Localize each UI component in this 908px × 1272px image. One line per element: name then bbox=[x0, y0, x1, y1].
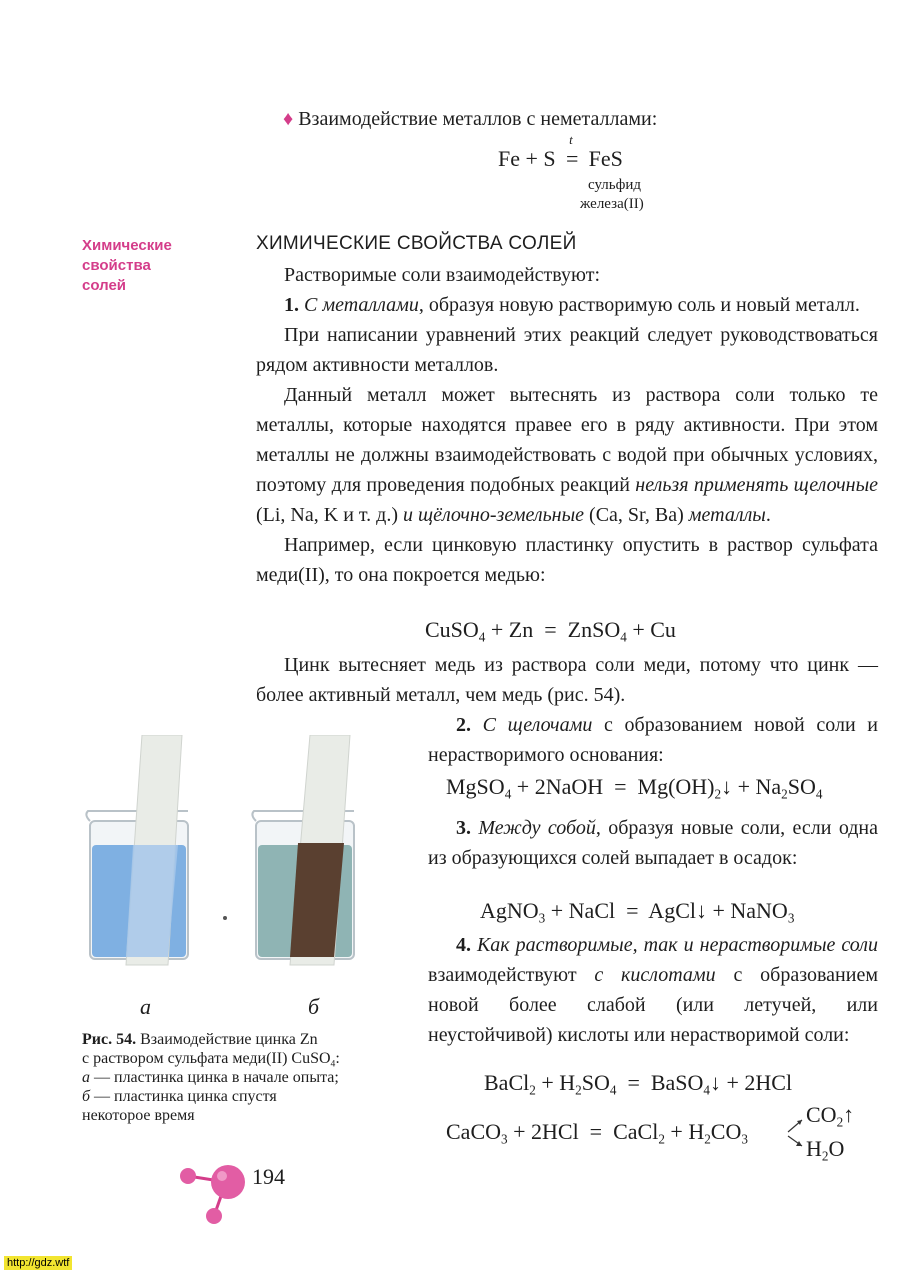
intro-heading bbox=[283, 104, 657, 134]
eq-sub: 2 bbox=[658, 1131, 665, 1147]
item-number: 2. bbox=[456, 714, 471, 736]
eq-part: + H bbox=[664, 1119, 705, 1144]
paragraph-detail bbox=[256, 380, 878, 530]
beaker-a bbox=[86, 735, 188, 965]
eq-part: + H bbox=[535, 1070, 576, 1095]
item-3 bbox=[428, 813, 878, 873]
item-lead: Между собой bbox=[478, 817, 596, 839]
paragraph-zinc: Цинк вытесняет медь из раствора соли меди, потому что цинк — более активный металл, чем медь (рис. 54). bbox=[256, 654, 878, 706]
caption-line bbox=[82, 1087, 340, 1106]
eq-sub: 3 bbox=[741, 1131, 748, 1147]
item-1 bbox=[256, 290, 878, 320]
caption-line bbox=[82, 1068, 340, 1087]
eq-part: O bbox=[828, 1136, 845, 1161]
eq-part: CO bbox=[806, 1102, 837, 1127]
figure-label-b: б bbox=[308, 994, 320, 1019]
eq-part: AgNO bbox=[480, 898, 539, 923]
item-lead: Как растворимые, так и нерастворимые соли bbox=[477, 934, 878, 956]
item-text: с образованием новой соли и нерастворимого основания: bbox=[428, 714, 879, 766]
eq-sub: 3 bbox=[501, 1131, 508, 1147]
bullet-icon: ♦ bbox=[283, 108, 294, 130]
caption-text: : bbox=[335, 1050, 340, 1067]
caption-line bbox=[82, 1049, 340, 1068]
item-text: , образуя новые соли, если одна из образующихся солей выпадает в осадок: bbox=[428, 817, 879, 869]
caption-text: б bbox=[82, 1088, 91, 1105]
item-number: 1. bbox=[284, 294, 299, 316]
eq-part: + 2HCl = CaCl bbox=[507, 1119, 659, 1144]
equals-heat: = t bbox=[565, 132, 579, 171]
eq-part: + 2NaOH = Mg(OH) bbox=[511, 774, 715, 799]
beaker-b bbox=[252, 735, 354, 965]
italic-span: металлы bbox=[688, 504, 766, 526]
main-column bbox=[256, 260, 878, 590]
eq-sub: 2 bbox=[781, 786, 788, 802]
margin-note-line: свойства bbox=[82, 257, 151, 274]
watermark-link[interactable]: http://gdz.wtf bbox=[4, 1256, 72, 1270]
caption-line bbox=[82, 1030, 340, 1049]
eq-sub: 4 bbox=[609, 1082, 617, 1098]
italic-span: нельзя применять щелочные bbox=[635, 474, 878, 496]
italic-span: и щёлочно-земельные bbox=[402, 504, 585, 526]
eq-part: ↓ + Na bbox=[721, 774, 782, 799]
eq-sub: 4 bbox=[478, 629, 486, 645]
caption-text: с раствором сульфата меди(II) CuSO bbox=[82, 1050, 331, 1067]
paragraph: При написании уравнений этих реакций следует руководствоваться рядом активности металлов. bbox=[256, 324, 878, 376]
eq-sub: 2 bbox=[714, 786, 722, 802]
eq-part: ↓ + 2HCl bbox=[710, 1070, 793, 1095]
item-2 bbox=[428, 710, 878, 770]
margin-note-line: Химические bbox=[82, 237, 172, 254]
eq-part: SO bbox=[787, 774, 816, 799]
eq-sub: 3 bbox=[538, 910, 546, 926]
page-number: 194 bbox=[252, 1164, 285, 1189]
eq-part: CaCO bbox=[446, 1119, 501, 1144]
product-h2o bbox=[806, 1136, 844, 1162]
text-span: (Li, Na, K и т. д.) bbox=[256, 504, 403, 526]
eq-sub: 2 bbox=[821, 1148, 829, 1164]
eq-part: + Zn = ZnSO bbox=[485, 617, 621, 642]
paragraph: Растворимые соли взаимодействуют: bbox=[284, 264, 601, 286]
eq-part: SO bbox=[581, 1070, 610, 1095]
eq-sub: 4 bbox=[620, 629, 627, 645]
eq-part: CO bbox=[710, 1119, 742, 1144]
equation-mgso4 bbox=[446, 774, 822, 800]
intro-heading-text: Взаимодействие металлов с неметаллами: bbox=[298, 108, 658, 130]
caption-sub: 4 bbox=[330, 1058, 336, 1070]
item-lead: с кислотами bbox=[594, 964, 716, 986]
eq-sub: 2 bbox=[529, 1082, 536, 1098]
eq-sub: 4 bbox=[504, 786, 512, 802]
eq-part: MgSO bbox=[446, 774, 505, 799]
margin-note bbox=[82, 236, 172, 296]
eq-part: = BaSO bbox=[616, 1070, 704, 1095]
equation-fe-s bbox=[498, 132, 623, 172]
eq-part: CuSO bbox=[425, 617, 479, 642]
caption-line: некоторое время bbox=[82, 1107, 195, 1124]
caption-iron: железа(II) bbox=[580, 196, 644, 212]
eq-sub: 2 bbox=[836, 1114, 844, 1130]
item-text: , образуя новую растворимую соль и новый металл. bbox=[418, 294, 860, 316]
equation-caco3 bbox=[446, 1119, 748, 1145]
text-span: (Ca, Sr, Ba) bbox=[584, 504, 689, 526]
caption-text: — пластинка цинка спустя bbox=[90, 1088, 277, 1105]
figure-caption bbox=[82, 1030, 340, 1125]
eq-sub: 2 bbox=[575, 1082, 582, 1098]
item-text: взаимодействуют bbox=[428, 964, 595, 986]
item-text: с образованием новой более слабой (или летучей, или неустойчивой) кислоты или нерастворимой соли: bbox=[428, 964, 878, 1046]
eq-right: FeS bbox=[588, 146, 623, 171]
decomposition-arrows-icon bbox=[784, 1112, 806, 1152]
paragraph: Например, если цинковую пластинку опустить в раствор сульфата меди(II), то она покроется медью: bbox=[256, 534, 878, 586]
section-title: ХИМИЧЕСКИЕ СВОЙСТВА СОЛЕЙ bbox=[256, 233, 577, 254]
eq-left: Fe + S bbox=[498, 146, 556, 171]
equation-cuso4 bbox=[425, 617, 676, 643]
eq-sub: 2 bbox=[704, 1131, 711, 1147]
margin-note-line: солей bbox=[82, 277, 127, 294]
eq-sub: 3 bbox=[787, 910, 795, 926]
caption-text: Взаимодействие цинка Zn bbox=[136, 1031, 318, 1048]
equation-bacl2 bbox=[484, 1070, 792, 1096]
up-arrow-icon: ↑ bbox=[843, 1102, 855, 1127]
product-co2 bbox=[806, 1102, 854, 1128]
caption-sulfide: сульфид bbox=[588, 177, 642, 193]
eq-part: H bbox=[806, 1136, 822, 1161]
caption-text: а bbox=[82, 1069, 90, 1086]
text-span: Данный металл может вытеснять из раствора соли только те металлы, которые находятся правее его в ряду активности. При этом металлы не должны взаимодействовать с водой при обычных условиях, поэтому для проведения подобных реакций bbox=[256, 384, 878, 496]
item-lead: С щелочами bbox=[482, 714, 593, 736]
caption-title: Рис. 54. bbox=[82, 1031, 137, 1048]
eq-part: BaCl bbox=[484, 1070, 530, 1095]
eq-part: + NaCl = AgCl↓ + NaNO bbox=[545, 898, 788, 923]
equation-agno3 bbox=[480, 898, 794, 924]
eq-part: + Cu bbox=[626, 617, 676, 642]
item-number: 3. bbox=[456, 817, 471, 839]
eq-sub: 4 bbox=[703, 1082, 710, 1098]
molecule-icon bbox=[176, 1158, 256, 1230]
text-span: . bbox=[765, 504, 771, 526]
item-number: 4. bbox=[456, 934, 471, 956]
eq-sub: 4 bbox=[815, 786, 823, 802]
item-4 bbox=[428, 930, 878, 1050]
item-lead: С металлами bbox=[304, 294, 419, 316]
caption-text: — пластинка цинка в начале опыта; bbox=[90, 1069, 339, 1086]
heat-mark: t bbox=[569, 132, 573, 147]
figure-label-a: а bbox=[140, 994, 151, 1019]
figure-54-image bbox=[78, 735, 418, 975]
